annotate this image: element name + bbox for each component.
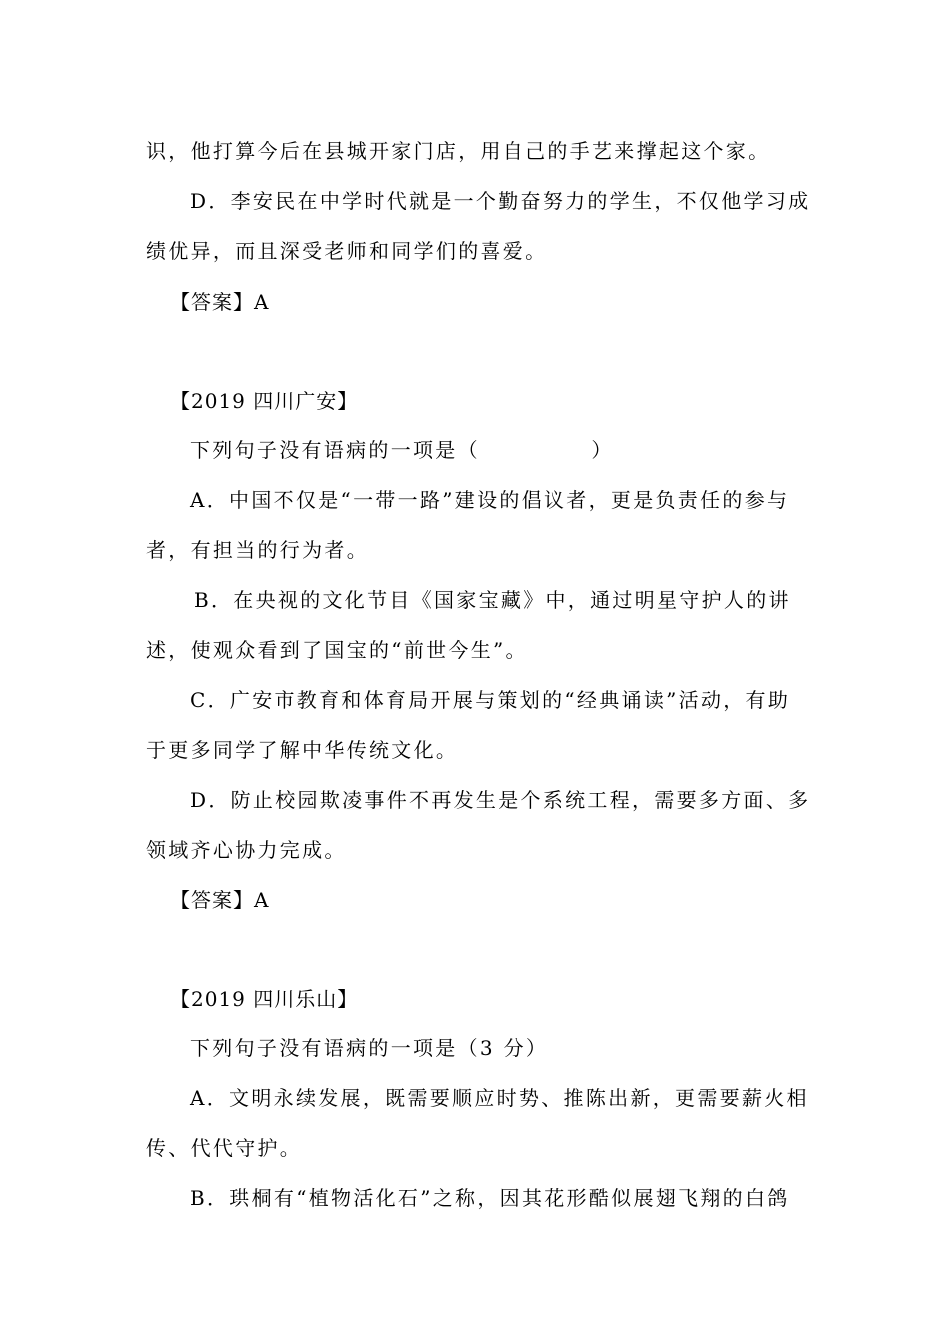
option-c: C．广安市教育和体育局开展与策划的“经典诵读”活动，有助 — [190, 688, 791, 712]
option-b: B．珙桐有“植物活化石”之称，因其花形酷似展翅飞翔的白鸽 — [190, 1186, 790, 1210]
text-line: 传、代代守护。 — [146, 1136, 303, 1160]
section-header: 【2019 四川乐山】 — [170, 987, 359, 1011]
section-header: 【2019 四川广安】 — [170, 389, 359, 413]
option-a: A．中国不仅是“一带一路”建设的倡议者，更是负责任的参与 — [190, 488, 790, 512]
text-line: 绩优异，而且深受老师和同学们的喜爱。 — [146, 239, 548, 263]
text-line: 领域齐心协力完成。 — [146, 838, 347, 862]
option-b: B．在央视的文化节目《国家宝藏》中，通过明星守护人的讲 — [194, 588, 791, 612]
text-line: 者，有担当的行为者。 — [146, 538, 369, 562]
option-d: D．李安民在中学时代就是一个勤奋努力的学生，不仅他学习成 — [190, 189, 811, 213]
text-line: 识，他打算今后在县城开家门店，用自己的手艺来撑起这个家。 — [146, 139, 771, 163]
option-a: A．文明永续发展，既需要顺应时势、推陈出新，更需要薪火相 — [190, 1086, 809, 1110]
answer-label: 【答案】A — [170, 290, 270, 314]
text-line: 述，使观众看到了国宝的“前世今生”。 — [146, 638, 528, 662]
question-text: 下列句子没有语病的一项是（3 分） — [190, 1036, 549, 1060]
question-text: 下列句子没有语病的一项是（ ） — [190, 438, 614, 462]
text-line: 于更多同学了解中华传统文化。 — [146, 738, 459, 762]
option-d: D．防止校园欺凌事件不再发生是个系统工程，需要多方面、多 — [190, 788, 811, 812]
answer-label: 【答案】A — [170, 888, 270, 912]
